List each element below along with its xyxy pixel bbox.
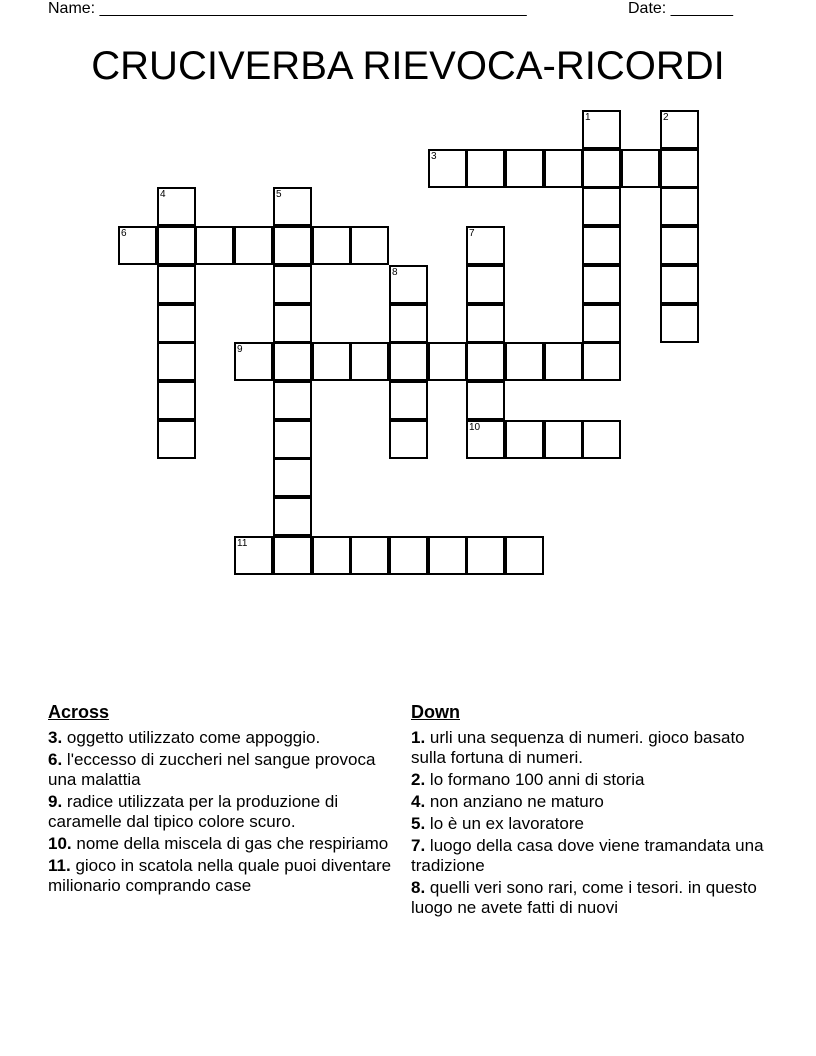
- clue-item: [48, 856, 398, 896]
- clue-item-number: 3.: [48, 728, 63, 747]
- grid-cell[interactable]: [234, 226, 273, 265]
- grid-cell[interactable]: [157, 187, 196, 226]
- grid-cell[interactable]: [234, 536, 273, 575]
- clue-item-text: gioco in scatola nella quale puoi diventare milionario comprando case: [48, 856, 392, 895]
- grid-cell[interactable]: [428, 342, 467, 381]
- clue-number: 5: [276, 189, 282, 200]
- clue-item-number: 2.: [411, 770, 426, 789]
- grid-cell[interactable]: [582, 149, 621, 188]
- clue-item: [48, 792, 398, 832]
- grid-cell[interactable]: [428, 149, 467, 188]
- grid-cell[interactable]: [466, 149, 505, 188]
- clue-number: 9: [237, 344, 243, 355]
- clue-item-number: 11.: [48, 856, 71, 875]
- clue-item: [48, 834, 398, 854]
- page-title: CRUCIVERBA RIEVOCA-RICORDI: [91, 44, 725, 88]
- clue-item: [411, 728, 781, 768]
- grid-cell[interactable]: [389, 536, 428, 575]
- clue-item-text: lo è un ex lavoratore: [429, 814, 584, 833]
- grid-cell[interactable]: [273, 458, 312, 497]
- grid-cell[interactable]: [582, 420, 621, 459]
- grid-cell[interactable]: [273, 304, 312, 343]
- grid-cell[interactable]: [273, 342, 312, 381]
- grid-cell[interactable]: [157, 265, 196, 304]
- grid-cell[interactable]: [660, 226, 699, 265]
- clue-item-number: 8.: [411, 878, 426, 897]
- clue-item: [411, 814, 781, 834]
- clue-item-number: 7.: [411, 836, 426, 855]
- grid-cell[interactable]: [118, 226, 157, 265]
- grid-cell[interactable]: [157, 304, 196, 343]
- across-clue-list: [48, 728, 398, 896]
- clue-item-text: luogo della casa dove viene tramandata una tradizione: [411, 836, 764, 875]
- grid-cell[interactable]: [389, 342, 428, 381]
- clue-number: 6: [121, 228, 127, 239]
- grid-cell[interactable]: [195, 226, 234, 265]
- clue-number: 8: [392, 267, 398, 278]
- clue-item-number: 4.: [411, 792, 426, 811]
- grid-cell[interactable]: [389, 381, 428, 420]
- clue-number: 2: [663, 112, 669, 123]
- across-heading: Across: [48, 702, 110, 722]
- clue-item-text: nome della miscela di gas che respiriamo: [76, 834, 389, 853]
- grid-cell[interactable]: [505, 420, 544, 459]
- grid-cell[interactable]: [273, 420, 312, 459]
- down-clue-list: [411, 728, 781, 918]
- grid-cell[interactable]: [428, 536, 467, 575]
- clue-number: 11: [237, 538, 248, 549]
- grid-cell[interactable]: [312, 342, 351, 381]
- grid-cell[interactable]: [273, 497, 312, 536]
- grid-cell[interactable]: [544, 149, 583, 188]
- grid-cell[interactable]: [505, 149, 544, 188]
- down-clues: [411, 700, 781, 920]
- grid-cell[interactable]: [582, 304, 621, 343]
- grid-cell[interactable]: [505, 536, 544, 575]
- grid-cell[interactable]: [466, 536, 505, 575]
- grid-cell[interactable]: [273, 226, 312, 265]
- grid-cell[interactable]: [157, 420, 196, 459]
- clue-item: [411, 836, 781, 876]
- grid-cell[interactable]: [312, 536, 351, 575]
- grid-cell[interactable]: [466, 265, 505, 304]
- clue-item: [48, 728, 398, 748]
- name-field[interactable]: Name: ________________________________________________: [48, 0, 527, 17]
- grid-cell[interactable]: [157, 342, 196, 381]
- clue-item: [411, 878, 781, 918]
- clue-number: 1: [585, 112, 591, 123]
- grid-cell[interactable]: [157, 226, 196, 265]
- clue-item-text: lo formano 100 anni di storia: [429, 770, 645, 789]
- clue-item-text: urli una sequenza di numeri. gioco basato sulla fortuna di numeri.: [411, 728, 745, 767]
- clue-item: [411, 792, 781, 812]
- grid-cell[interactable]: [389, 304, 428, 343]
- clue-item-number: 10.: [48, 834, 72, 853]
- grid-cell[interactable]: [582, 110, 621, 149]
- date-field[interactable]: Date: _______: [628, 0, 733, 17]
- grid-cell[interactable]: [660, 110, 699, 149]
- grid-cell[interactable]: [157, 381, 196, 420]
- clue-number: 4: [160, 189, 166, 200]
- grid-cell[interactable]: [273, 187, 312, 226]
- grid-cell[interactable]: [273, 381, 312, 420]
- grid-cell[interactable]: [466, 304, 505, 343]
- grid-cell[interactable]: [389, 265, 428, 304]
- grid-cell[interactable]: [350, 342, 389, 381]
- clue-item-number: 5.: [411, 814, 426, 833]
- grid-cell[interactable]: [389, 420, 428, 459]
- clue-number: 7: [469, 228, 475, 239]
- grid-cell[interactable]: [273, 536, 312, 575]
- clue-item: [48, 750, 398, 790]
- down-heading: Down: [411, 702, 460, 722]
- clue-number: 10: [469, 422, 481, 433]
- grid-cell[interactable]: [505, 342, 544, 381]
- clue-item-text: radice utilizzata per la produzione di caramelle dal tipico colore scuro.: [48, 792, 339, 831]
- grid-cell[interactable]: [273, 265, 312, 304]
- grid-cell[interactable]: [350, 536, 389, 575]
- grid-cell[interactable]: [466, 420, 505, 459]
- clue-item-number: 9.: [48, 792, 63, 811]
- grid-cell[interactable]: [466, 226, 505, 265]
- grid-cell[interactable]: [621, 149, 660, 188]
- grid-cell[interactable]: [544, 420, 583, 459]
- grid-cell[interactable]: [660, 187, 699, 226]
- grid-cell[interactable]: [582, 226, 621, 265]
- clue-item-text: quelli veri sono rari, come i tesori. in questo luogo ne avete fatti di nuovi: [411, 878, 757, 917]
- grid-cell[interactable]: [312, 226, 351, 265]
- grid-cell[interactable]: [544, 342, 583, 381]
- grid-cell[interactable]: [660, 149, 699, 188]
- grid-cell[interactable]: [466, 342, 505, 381]
- grid-cell[interactable]: [466, 381, 505, 420]
- clue-item: [411, 770, 781, 790]
- clue-item-text: l'eccesso di zuccheri nel sangue provoca una malattia: [48, 750, 376, 789]
- grid-cell[interactable]: [234, 342, 273, 381]
- clue-number: 3: [431, 151, 437, 162]
- clue-item-number: 6.: [48, 750, 63, 769]
- clue-item-text: oggetto utilizzato come appoggio.: [66, 728, 321, 747]
- clue-item-text: non anziano ne maturo: [429, 792, 604, 811]
- clue-item-number: 1.: [411, 728, 426, 747]
- grid-cell[interactable]: [582, 342, 621, 381]
- grid-cell[interactable]: [350, 226, 389, 265]
- grid-cell[interactable]: [582, 187, 621, 226]
- grid-cell[interactable]: [660, 304, 699, 343]
- grid-cell[interactable]: [582, 265, 621, 304]
- grid-cell[interactable]: [660, 265, 699, 304]
- across-clues: [48, 700, 398, 898]
